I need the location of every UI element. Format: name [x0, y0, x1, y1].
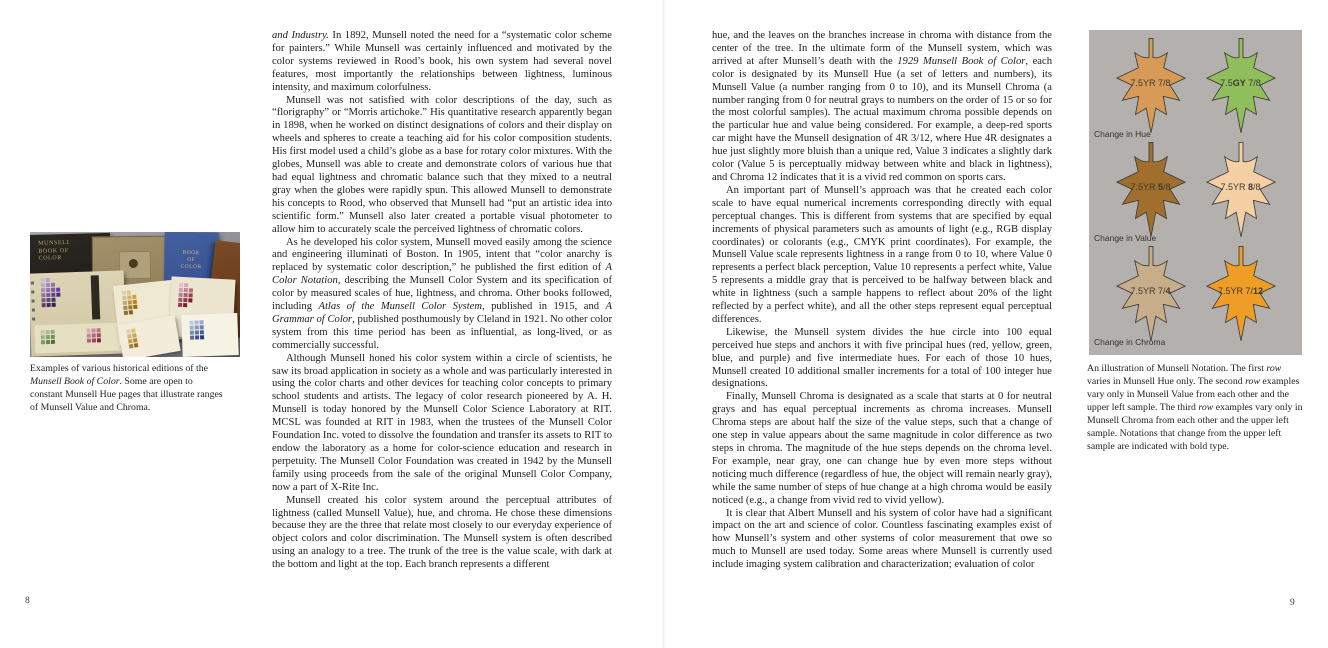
text-segment: 7.5YR 7/ [1217, 286, 1253, 296]
text-segment: A Color Notation [272, 262, 612, 287]
color-chip [190, 336, 194, 340]
color-chip [124, 311, 128, 315]
munsell-leaf [1111, 244, 1191, 344]
color-chip [188, 298, 192, 302]
text-segment: , each color is designated by its Munsell Hue (a set of letters and numbers), its Munsell Value (a number ranging from 0 to 10), and its Munsell Chroma (a number ranging from 0 for neutral grays to numbers on the order of 15 or so for the most colorful samples). The actual maximum chroma possible depends on the particular hue and value being considered. For example, a deep-red sports car might have the Munsell designation of 4R 3/12, where Hue 4R designates a hue just slightly more bluish than a unique red, Value 3 indicates a slightly dark color (Value 5 is perceptually midway between white and black in lightness), and Chroma 12 indicates that it is a vivid red common on sports cars. [712, 55, 1053, 183]
color-chip [178, 303, 182, 307]
color-chip [178, 298, 182, 302]
text-segment: row [1245, 376, 1260, 387]
color-chip [184, 293, 188, 297]
text-segment: It is clear that Albert Munsell and his system of color have had a significant impact on the art and science of color. Countless fascinating examples exist of how Munsell’s system and other systems of color measurement that owe so much to Munsell are used today. Some areas where Munsell is currently used include imaging system calibration and characterization; evaluation of color [712, 507, 1052, 571]
text-segment: In 1892, Munsell noted the need for a “systematic color scheme for painters.” While Munsell was certainly influenced and motivated by the color systems reviewed in Rood’s book, his own system had several novel features, most importantly the relationships between lightness, luminous intensity, and maximum colorfulness. [272, 30, 612, 93]
color-chip [179, 283, 183, 287]
loose-chart-page [181, 313, 238, 357]
color-chip-chart-purple [41, 278, 61, 309]
color-chip [195, 330, 199, 334]
color-chip [128, 305, 132, 309]
body-paragraph [272, 95, 612, 237]
text-segment: row [1266, 363, 1282, 374]
text-segment: 7.5YR 7/8 [1130, 78, 1171, 88]
color-chip [200, 325, 204, 329]
body-paragraph [272, 30, 612, 95]
color-chip [41, 335, 45, 339]
text-segment: A Grammar of Color [272, 301, 612, 325]
page-gutter [662, 0, 665, 648]
color-chip [189, 321, 193, 325]
figure-row-hue [1089, 36, 1302, 140]
text-segment: 7/8 [1245, 78, 1261, 88]
text-segment: As he developed his color system, Munsell moved easily among the science and engineering illuminati of Boston. In 1905, intent that “color anarchy is replaced by systematic color description,” he published the first edition of [272, 236, 612, 274]
color-chip [46, 298, 50, 302]
color-chip [195, 335, 199, 339]
text-segment: 1929 Munsell Book of Color [897, 55, 1026, 67]
color-chip [128, 300, 132, 304]
color-chip [127, 295, 131, 299]
munsell-notation-label [1201, 286, 1281, 296]
munsell-leaf [1201, 244, 1281, 344]
text-segment: varies in Munsell Hue only. The second [1087, 376, 1246, 387]
tan-portfolio-emblem [129, 259, 138, 268]
color-chip [46, 278, 50, 282]
color-chip [41, 330, 45, 334]
color-chip [97, 328, 101, 332]
color-chip [189, 288, 193, 292]
text-segment: 7.5YR 7/ [1130, 286, 1166, 296]
color-chip [92, 333, 96, 337]
color-chip [41, 283, 45, 287]
leaf-pair [1089, 36, 1302, 140]
text-segment: , describing the Munsell Color System and its specification of color by measured scales of hue, lightness, and chroma. Other books followed, including [272, 275, 612, 313]
color-chip [97, 333, 101, 337]
color-chip-chart-magenta [178, 283, 193, 309]
color-chip [127, 290, 131, 294]
text-segment: 8 [1247, 182, 1253, 192]
munsell-leaf [1111, 36, 1191, 136]
figure-row-chroma [1089, 244, 1302, 348]
color-chip [132, 295, 136, 299]
color-chip [190, 326, 194, 330]
munsell-leaf [1201, 140, 1281, 240]
color-chip [92, 338, 96, 342]
color-chip [123, 306, 127, 310]
row-label-value: Change in Value [1094, 233, 1157, 243]
text-segment: Although Munsell honed his color system within a circle of scientists, he saw its broad application in society as a whole and was particularly interested in using the color charts and other devices for teaching color concepts to primary school students and artists. The legacy of color research pioneered by A. H. Munsell is today honored by the Munsell Color Science Laboratory at RIT. MCSL was founded at RIT in 1983, when the trustees of the Munsell Color Foundation Inc. voted to dissolve the foundation and transfer its assets to RIT to endow the laboratory as a home for color-science education and research in perpetuity. The Munsell Color Foundation was created in 1942 by the Munsell family using proceeds from the sale of the original Munsell Color Company, now a part of X-Rite Inc. [272, 352, 612, 493]
color-chip [41, 278, 45, 282]
color-chip [52, 303, 56, 307]
color-chip [92, 328, 96, 332]
color-chip [189, 293, 193, 297]
color-chip [46, 340, 50, 344]
page-right [664, 0, 1328, 648]
text-segment: , published posthumously by Cleland in 1921. No other color system from this time period has been as influential, as long-lived, or as commercially successful. [272, 313, 612, 351]
color-chip [133, 305, 137, 309]
row-label-chroma: Change in Chroma [1094, 337, 1166, 347]
page-number-left: 8 [25, 596, 30, 606]
munsell-leaf [1111, 140, 1191, 240]
body-paragraph [712, 391, 1052, 507]
body-paragraph [272, 495, 612, 572]
color-chip [41, 298, 45, 302]
color-chip [87, 339, 91, 343]
text-segment: , published in 1915, and [482, 301, 606, 313]
text-segment: row [1198, 402, 1214, 413]
color-chip [184, 288, 188, 292]
figure-row-value [1089, 140, 1302, 244]
munsell-notation-label [1111, 78, 1191, 88]
color-chip [129, 310, 133, 314]
color-chip [46, 283, 50, 287]
left-text-column [272, 30, 612, 572]
body-paragraph [712, 508, 1052, 573]
color-chip [123, 301, 127, 305]
color-chip [133, 300, 137, 304]
text-segment: An illustration of Munsell Notation. The first [1087, 363, 1267, 374]
text-segment: An important part of Munsell’s approach was that he created each color scale to have equal numerical increments corresponding directly with equal perceptual changes. This is different from systems that are specified by equal increments of physical parameters such as amounts of light (e.g., RGB display coordinates) or colorants (e.g., CMYK print coordinates). For example, the Munsell Value scale represents lightness in a range from 0 to 10, where Value 0 represents a perfect black perception, Value 10 represents a perfect white, Value 5 represents a middle gray that is perceived to be halfway between black and white in lightness (such a sample happens to reflect about 20% of the light reflected by a perfect white), and all the other steps represent equal perceptual differences. [712, 184, 1052, 325]
color-chip [47, 303, 51, 307]
text-segment: Munsell was not satisfied with color descriptions of the day, such as “florigraphy” or “Morris artichoke.” His quantitative research apparently began in 1898, when he worked on distinct designations of colors and their display on wheels and spheres to create a teaching aid for his color composition students. His first model used a child’s globe as a base for rotary color mixtures. With the globes, Munsell was able to create and demonstrate colors of various hue that had equal lightness and chromatic balance such that they mixed to a neutral gray when the globes were rapidly spun. This allowed Munsell to demonstrate his concepts to Rood, who observed that Munsell had “put an artistic idea into scientific form.” Munsell also later created a portable visual photometer to allow him to accurately scale the perceived lightness of chromatic colors. [272, 94, 612, 235]
color-chip [51, 298, 55, 302]
text-segment: /8 [1163, 182, 1171, 192]
color-chip [129, 344, 134, 349]
color-chip [51, 335, 55, 339]
page-number-right: 9 [1290, 598, 1295, 608]
color-chip [122, 291, 126, 295]
color-chip [56, 293, 60, 297]
figure-caption [1087, 362, 1303, 453]
black-book-title: MUNSELL BOOK OF COLOR [38, 239, 71, 262]
color-chip [183, 298, 187, 302]
text-segment: examples vary only in Munsell Chroma from each other and the upper left sample. Notations that change from the upper left sample are indicated with bold type. [1087, 402, 1303, 452]
photo-historical-munsell-books [30, 232, 240, 357]
munsell-notation-label [1111, 182, 1191, 192]
munsell-notation-label [1201, 182, 1281, 192]
body-paragraph [712, 327, 1052, 392]
munsell-notation-label [1111, 286, 1191, 296]
color-chip [46, 330, 50, 334]
color-chip [195, 325, 199, 329]
open-munsell-book [30, 270, 126, 356]
color-chip [87, 334, 91, 338]
color-chip [179, 288, 183, 292]
body-paragraph [272, 237, 612, 353]
color-chip [41, 293, 45, 297]
munsell-leaf [1201, 36, 1281, 136]
color-chip [56, 288, 60, 292]
text-segment: 4 [1165, 286, 1171, 296]
binder-rings [31, 282, 35, 322]
color-chip [122, 296, 126, 300]
color-chip [46, 335, 50, 339]
open-book-lower-page [34, 322, 123, 353]
color-chip [200, 330, 204, 334]
text-segment: Atlas of the Munsell Color System [318, 301, 482, 313]
color-chip-chart-yellow [126, 328, 138, 349]
text-segment: Examples of various historical editions of the [30, 363, 208, 374]
text-segment: and Industry. [272, 30, 329, 41]
text-segment: . Some are open to constant Munsell Hue pages that illustrate ranges of Munsell Value and Chroma. [30, 376, 223, 413]
color-chip-chart-blue [189, 320, 204, 340]
color-chip [51, 283, 55, 287]
color-chip-chart-gold [122, 290, 139, 316]
color-chip-chart-green [41, 330, 56, 345]
text-segment: 7.5YR [1220, 182, 1248, 192]
text-segment: /8 [1253, 182, 1261, 192]
photo-caption [30, 362, 226, 414]
color-chip [41, 288, 45, 292]
color-chip [183, 303, 187, 307]
text-segment: 5 [1157, 182, 1163, 192]
text-segment: 12 [1253, 286, 1264, 296]
color-chip [41, 340, 45, 344]
munsell-notation-label [1201, 78, 1281, 88]
blue-book-title: BOOK OF COLOR [180, 249, 202, 271]
row-label-hue: Change in Hue [1094, 129, 1151, 139]
leaf-pair [1089, 244, 1302, 348]
text-segment: GY [1232, 78, 1246, 88]
text-segment: Munsell created his color system around the perceptual attributes of lightness (called Munsell Value), hue, and chroma. He chose these dimensions because they are the three that relate most closely to our everyday experience of object colors and color discrimination. The Munsell system is often described using an analogy to a tree. The trunk of the tree is the value scale, with dark at the bottom and light at the top. Each branch represents a different [272, 494, 612, 571]
color-chip [194, 320, 198, 324]
text-segment: Likewise, the Munsell system divides the hue circle into 100 equal perceived hue steps and anchors it with five principal hues (red, yellow, green, blue, and purple) and five intermediate hues. For each of those 10 hues, Munsell created 10 additional smaller increments for a total of 100 integer hue designations. [712, 326, 1052, 390]
right-text-column [712, 30, 1052, 572]
leaf-pair [1089, 140, 1302, 244]
color-chip-chart-pink [87, 328, 102, 343]
color-chip [51, 293, 55, 297]
color-chip [42, 303, 46, 307]
color-chip [200, 335, 204, 339]
body-paragraph [712, 30, 1052, 185]
text-segment: Munsell Book of Color [30, 376, 120, 387]
color-chip [134, 343, 139, 348]
color-chip [179, 293, 183, 297]
color-chip [46, 293, 50, 297]
text-segment: hue, and the leaves on the branches increase in chroma with distance from the center of the tree. In the ultimate form of the Munsell system, which was arrived at after Munsell’s death with the [712, 30, 1052, 67]
body-paragraph [272, 353, 612, 495]
color-chip [51, 288, 55, 292]
body-paragraph [712, 185, 1052, 327]
munsell-notation-figure [1089, 30, 1302, 355]
color-chip [51, 340, 55, 344]
color-chip [184, 283, 188, 287]
color-chip [51, 330, 55, 334]
color-chip [199, 320, 203, 324]
text-segment: 7.5 [1220, 78, 1233, 88]
text-segment: examples vary only in Munsell Value from each other and the upper left sample. The third [1087, 376, 1300, 413]
color-chip [46, 288, 50, 292]
color-chip [97, 338, 101, 342]
color-chip [87, 329, 91, 333]
text-segment: Finally, Munsell Chroma is designated as a scale that starts at 0 for neutral grays and has equal perceptual increments as chroma increases. Munsell Chroma steps are about half the size of the value steps, such that a change of one step in value appears about the same magnitude in color difference as two steps in chroma. The magnitude of the hue steps depends on the chroma level. For example, near gray, one can change hue by even more steps without noticing much difference (regardless of hue, the object will remain nearly gray), while the same number of steps of hue change at a high chroma would be easily noticed (e.g., a change from vivid red to vivid yellow). [712, 391, 1052, 506]
text-segment: 7.5YR [1130, 182, 1158, 192]
color-chip [190, 331, 194, 335]
binder-spine [91, 275, 101, 319]
